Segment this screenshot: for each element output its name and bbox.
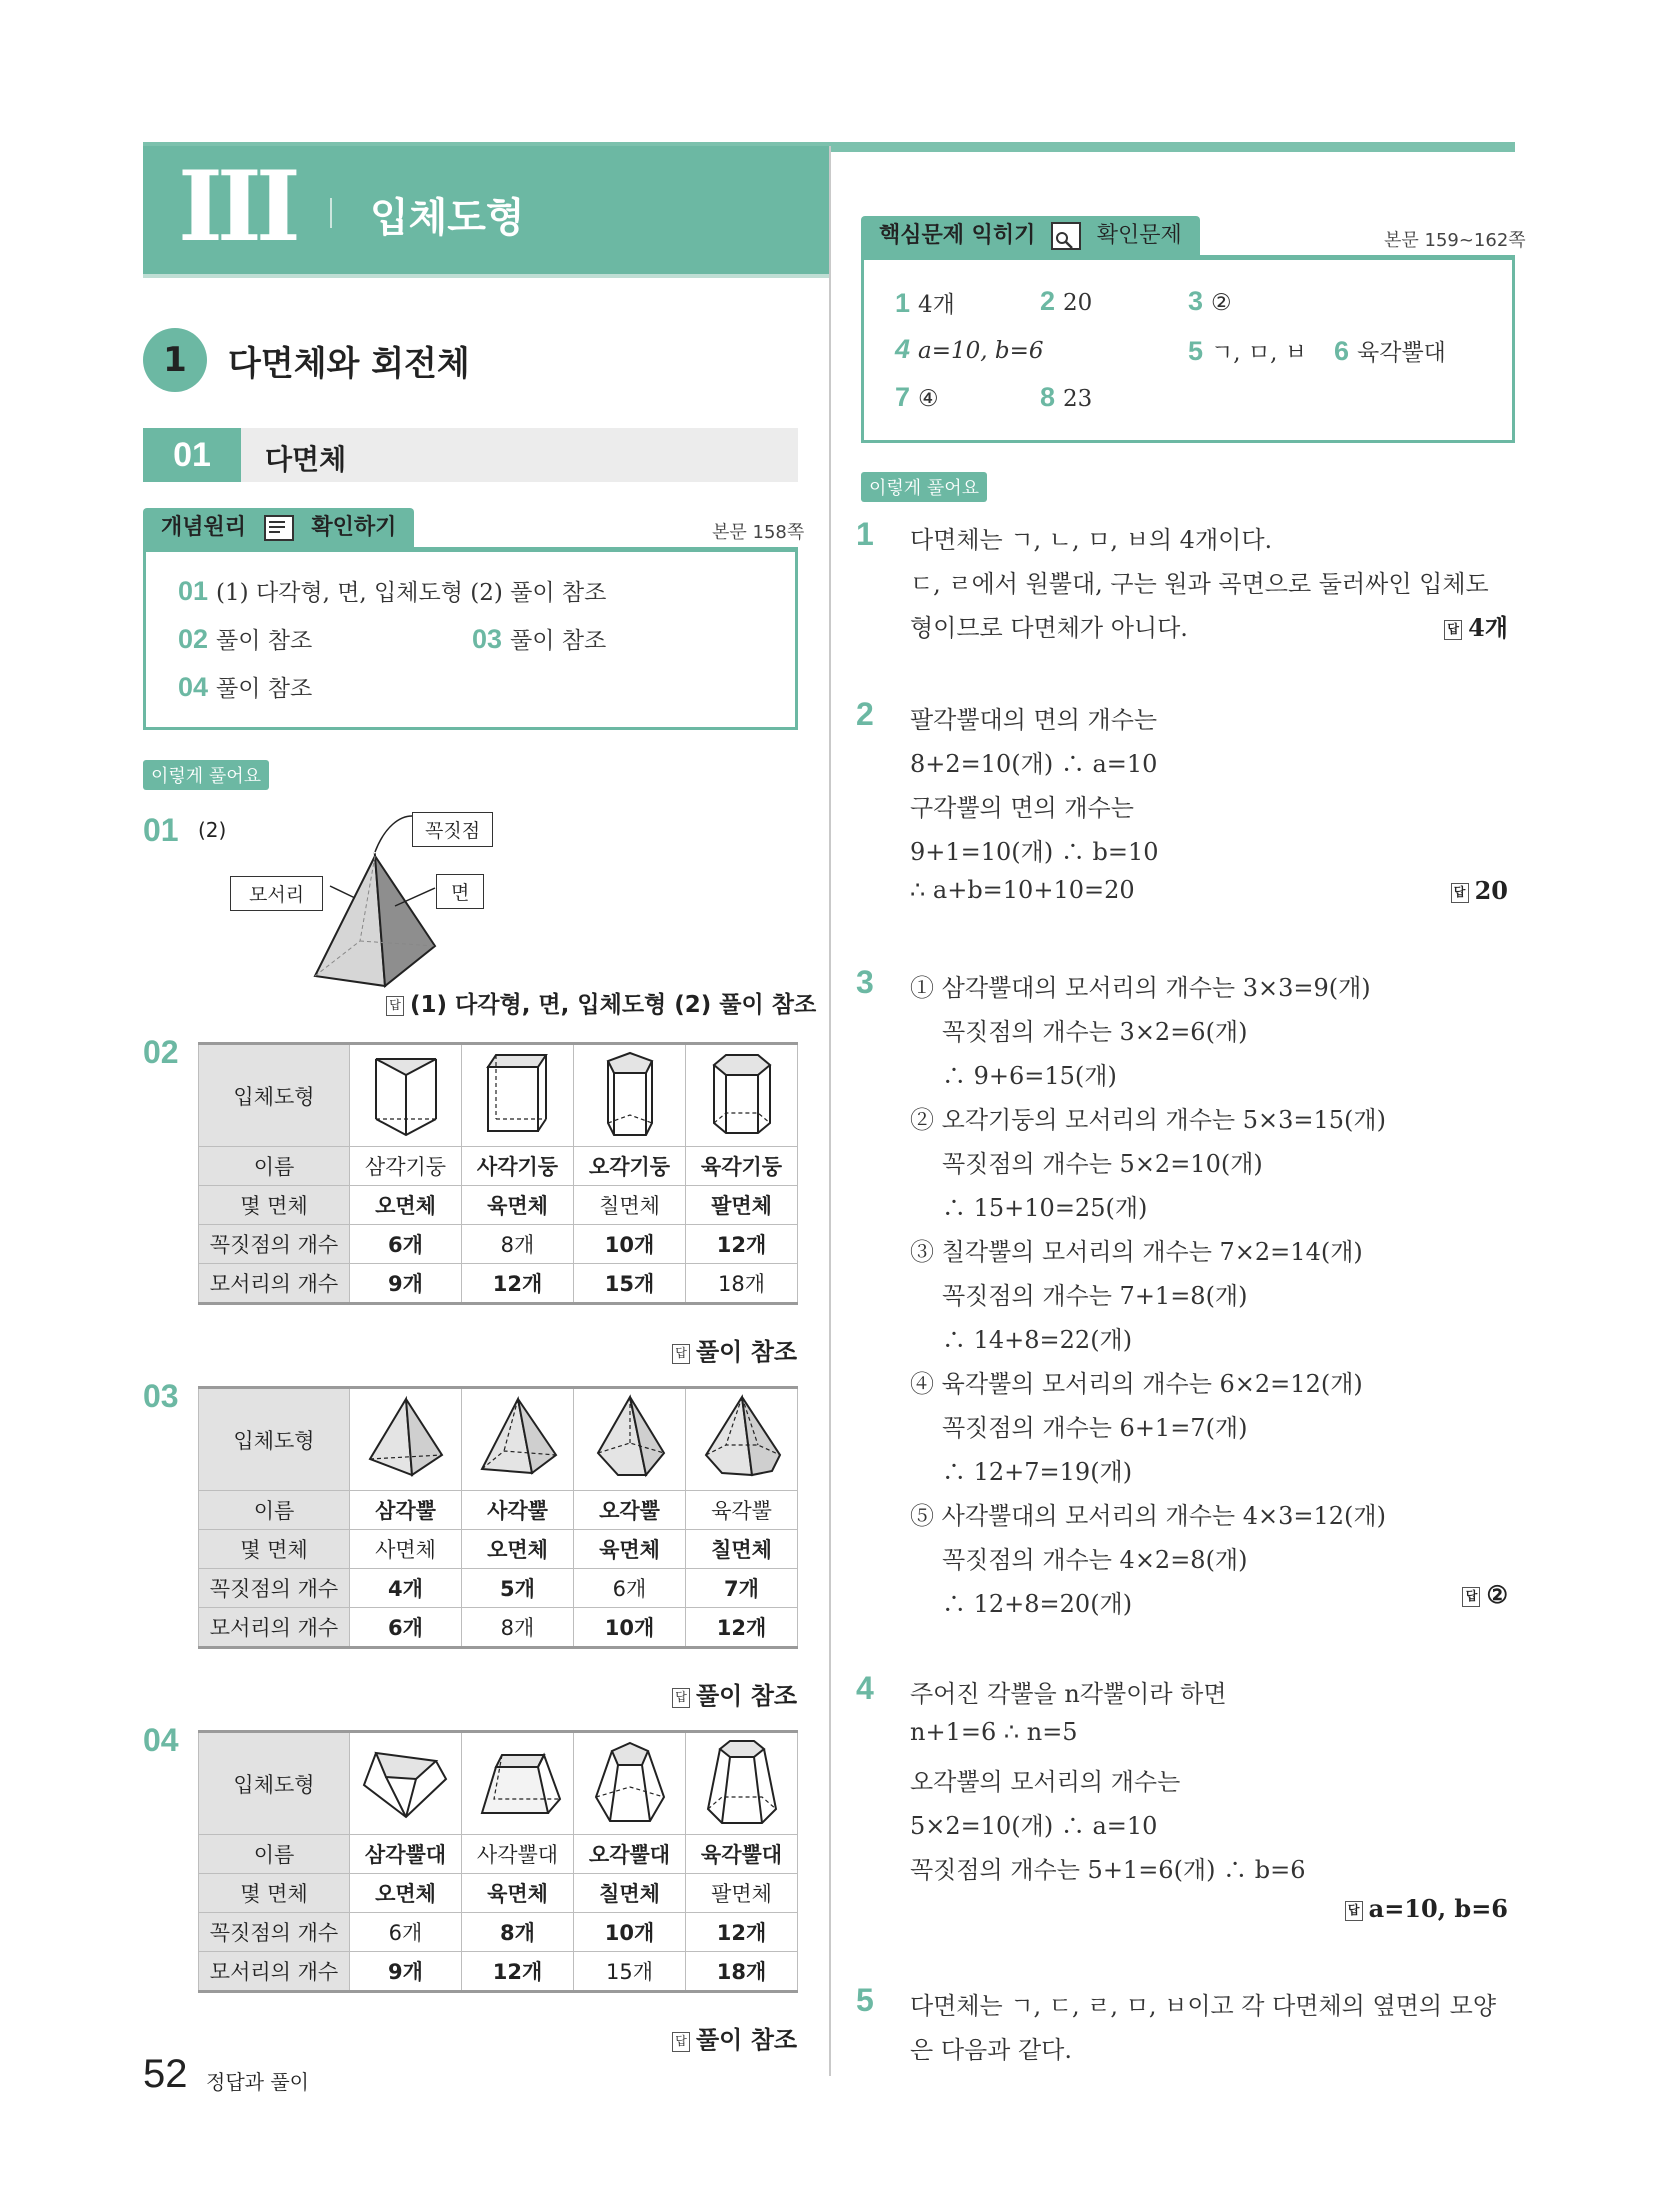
- solution-line: ① 삼각뿔대의 모서리의 개수는 3×3=9(개): [910, 974, 1371, 1002]
- row-label: 모서리의 개수: [199, 1952, 350, 1992]
- table-cell: 12개: [686, 1608, 798, 1648]
- solution-line: ③ 칠각뿔의 모서리의 개수는 7×2=14(개): [910, 1238, 1363, 1266]
- table-cell: 오각뿔대: [574, 1835, 686, 1874]
- table-row: [199, 1264, 798, 1304]
- solution-line: 다면체는 ㄱ, ㄷ, ㄹ, ㅁ, ㅂ이고 각 다면체의 옆면의 모양: [910, 1992, 1497, 2020]
- concept-tab-label-a: 개념원리: [161, 515, 247, 540]
- table-cell: 8개: [462, 1225, 574, 1264]
- table-cell: 6개: [350, 1608, 462, 1648]
- table-cell: 18개: [686, 1264, 798, 1304]
- solution-line: 은 다음과 같다.: [910, 2036, 1072, 2064]
- table-row: [199, 1147, 798, 1186]
- solution-line: 형이므로 다면체가 아니다.: [910, 614, 1188, 642]
- table-row: [199, 1835, 798, 1874]
- table-cell: 6개: [350, 1225, 462, 1264]
- solution-line: 꼭짓점의 개수는 5+1=6(개) ∴ b=6: [910, 1856, 1306, 1884]
- search-book-icon: [1051, 222, 1081, 250]
- table-cell: 육각기둥: [686, 1147, 798, 1186]
- table-cell: 12개: [462, 1952, 574, 1992]
- table-cell: 칠면체: [574, 1874, 686, 1913]
- solid-table-1: [198, 1386, 798, 1649]
- column-divider: [829, 146, 831, 2076]
- table-1-answer: [672, 1676, 797, 1711]
- table-cell: 육면체: [462, 1874, 574, 1913]
- table-cell: 15개: [574, 1264, 686, 1304]
- hexagonal-frustum-icon: [686, 1732, 798, 1835]
- solution-line: 구각뿔의 면의 개수는: [910, 794, 1134, 822]
- answer-icon: 답: [1345, 1901, 1363, 1921]
- solid-table-0: [198, 1042, 798, 1305]
- core-answer-7: 7 ④: [895, 382, 939, 412]
- answer-icon: 답: [672, 1344, 690, 1364]
- table-0-answer: [672, 1332, 797, 1367]
- solution-s2-answer: [1451, 876, 1508, 905]
- row-label: 이름: [199, 1491, 350, 1530]
- table-cell: 8개: [462, 1608, 574, 1648]
- edge-label: 모서리: [230, 876, 323, 911]
- table-cell: 오면체: [462, 1530, 574, 1569]
- concept-tab-label-b: 확인하기: [311, 515, 397, 540]
- solution-line: ∴ 15+10=25(개): [942, 1194, 1148, 1222]
- table-cell: 사각기둥: [462, 1147, 574, 1186]
- solution-s3-answer: [1462, 1580, 1508, 1609]
- solution-line: 꼭짓점의 개수는 6+1=7(개): [942, 1414, 1248, 1442]
- table-2-number: 04: [143, 1722, 179, 1758]
- table-cell: 4개: [350, 1569, 462, 1608]
- table-row: [199, 1874, 798, 1913]
- notebook-icon: [264, 515, 294, 541]
- core-tab-label-a: 핵심문제 익히기: [879, 223, 1036, 248]
- solution-s1-number: 1: [856, 516, 874, 552]
- core-answer-2: 2 20: [1040, 286, 1093, 316]
- section-number: 1: [143, 328, 207, 392]
- table-cell: 7개: [686, 1569, 798, 1608]
- q01-number: 01: [143, 812, 179, 848]
- table-cell: 오면체: [350, 1186, 462, 1225]
- pentagonal-frustum-icon: [574, 1732, 686, 1835]
- triangular-prism-icon: [350, 1044, 462, 1147]
- solution-line: ⑤ 사각뿔대의 모서리의 개수는 4×3=12(개): [910, 1502, 1386, 1530]
- q01-part: (2): [198, 818, 227, 842]
- chapter-title: 입체도형: [370, 195, 525, 241]
- core-tab-label-b: 확인문제: [1096, 223, 1182, 248]
- concept-answer-4: 04 풀이 참조: [178, 672, 313, 702]
- row-label: 몇 면체: [199, 1874, 350, 1913]
- row-label: 이름: [199, 1835, 350, 1874]
- table-row: [199, 1491, 798, 1530]
- solution-line: 꼭짓점의 개수는 3×2=6(개): [942, 1018, 1248, 1046]
- table-cell: 육면체: [574, 1530, 686, 1569]
- table-cell: 칠면체: [686, 1530, 798, 1569]
- subsection-title: 다면체: [265, 443, 347, 476]
- solution-line: ㄷ, ㄹ에서 원뿔대, 구는 원과 곡면으로 둘러싸인 입체도: [910, 570, 1489, 598]
- core-answer-6: 6 육각뿔대: [1334, 336, 1446, 366]
- table-row: [199, 1608, 798, 1648]
- table-cell: 15개: [574, 1952, 686, 1992]
- table-row: [199, 1225, 798, 1264]
- table-cell: 삼각뿔: [350, 1491, 462, 1530]
- solution-line: ② 오각기둥의 모서리의 개수는 5×3=15(개): [910, 1106, 1386, 1134]
- subsection-bar: [143, 428, 798, 482]
- table-cell: 팔면체: [686, 1186, 798, 1225]
- answer-icon: 답: [1444, 620, 1462, 640]
- solution-line: 주어진 각뿔을 n각뿔이라 하면: [910, 1680, 1227, 1708]
- table-header-cell: 입체도형: [199, 1732, 350, 1835]
- table-row: [199, 1186, 798, 1225]
- core-answer-3: 3 ②: [1188, 286, 1232, 316]
- solution-line: 팔각뿔대의 면의 개수는: [910, 706, 1158, 734]
- q01-answer: 답 (1) 다각형, 면, 입체도형 (2) 풀이 참조: [386, 986, 816, 1019]
- solution-line: 8+2=10(개) ∴ a=10: [910, 750, 1158, 778]
- solution-s4-answer: [1345, 1894, 1508, 1923]
- solution-answer-text: 4개: [1468, 613, 1508, 642]
- solution-line: 오각뿔의 모서리의 개수는: [910, 1768, 1181, 1796]
- row-label: 이름: [199, 1147, 350, 1186]
- triangular-pyramid-icon: [350, 1388, 462, 1491]
- table-cell: 오면체: [350, 1874, 462, 1913]
- table-cell: 12개: [686, 1913, 798, 1952]
- row-label: 몇 면체: [199, 1186, 350, 1225]
- table-cell: 육면체: [462, 1186, 574, 1225]
- table-cell: 사각뿔대: [462, 1835, 574, 1874]
- chapter-separator: [330, 198, 332, 228]
- table-cell: 삼각기둥: [350, 1147, 462, 1186]
- square-frustum-icon: [462, 1732, 574, 1835]
- solution-line: n+1=6 ∴ n=5: [910, 1718, 1078, 1746]
- answer-icon: 답: [386, 996, 404, 1016]
- page-number: 52: [143, 2052, 188, 2096]
- solution-line: 꼭짓점의 개수는 5×2=10(개): [942, 1150, 1263, 1178]
- concept-tab: [143, 508, 414, 548]
- table-1-number: 03: [143, 1378, 179, 1414]
- solution-line: 꼭짓점의 개수는 7+1=8(개): [942, 1282, 1248, 1310]
- solution-s5-number: 5: [856, 1982, 874, 2018]
- solution-line: ∴ 14+8=22(개): [942, 1326, 1133, 1354]
- table-cell: 칠면체: [574, 1186, 686, 1225]
- answer-icon: 답: [672, 1688, 690, 1708]
- table-row: [199, 1569, 798, 1608]
- table-cell: 육각뿔대: [686, 1835, 798, 1874]
- answer-icon: 답: [1462, 1587, 1480, 1607]
- solution-s3-number: 3: [856, 964, 874, 1000]
- footer-label: 정답과 풀이: [206, 2070, 309, 2094]
- solution-line: 다면체는 ㄱ, ㄴ, ㅁ, ㅂ의 4개이다.: [910, 526, 1273, 554]
- hexagonal-prism-icon: [686, 1044, 798, 1147]
- solution-s1-answer: [1444, 608, 1508, 643]
- answer-icon: 답: [672, 2032, 690, 2052]
- solid-table-2: [198, 1730, 798, 1993]
- core-tab: [861, 216, 1200, 256]
- row-label: 모서리의 개수: [199, 1264, 350, 1304]
- answer-icon: 답: [1451, 883, 1469, 903]
- table-2-answer: [672, 2020, 797, 2055]
- table-cell: 5개: [462, 1569, 574, 1608]
- core-answer-1: 1 4개: [895, 288, 955, 318]
- pentagonal-pyramid-icon: [574, 1388, 686, 1491]
- chapter-underline: [143, 274, 830, 278]
- table-cell: 9개: [350, 1952, 462, 1992]
- table-cell: 오각기둥: [574, 1147, 686, 1186]
- table-answer-text: 풀이 참조: [696, 2026, 798, 2054]
- table-cell: 6개: [574, 1569, 686, 1608]
- table-0-number: 02: [143, 1034, 179, 1070]
- subsection-number: 01: [143, 428, 241, 482]
- row-label: 모서리의 개수: [199, 1608, 350, 1648]
- solve-tag-right: 이렇게 풀어요: [861, 472, 987, 502]
- solution-line: 5×2=10(개) ∴ a=10: [910, 1812, 1158, 1840]
- solution-line: 꼭짓점의 개수는 4×2=8(개): [942, 1546, 1248, 1574]
- solution-line: ∴ 12+7=19(개): [942, 1458, 1133, 1486]
- table-cell: 사각뿔: [462, 1491, 574, 1530]
- core-answer-4: 4 a=10, b=6: [895, 334, 1044, 364]
- hexagonal-pyramid-icon: [686, 1388, 798, 1491]
- table-cell: 오각뿔: [574, 1491, 686, 1530]
- solution-line: ④ 육각뿔의 모서리의 개수는 6×2=12(개): [910, 1370, 1363, 1398]
- table-cell: 6개: [350, 1913, 462, 1952]
- core-answer-5: 5 ㄱ, ㅁ, ㅂ: [1188, 336, 1307, 366]
- concept-answer-2: 02 풀이 참조: [178, 624, 313, 654]
- section-title: 다면체와 회전체: [228, 344, 470, 384]
- table-cell: 육각뿔: [686, 1491, 798, 1530]
- concept-answer-3: 03 풀이 참조: [472, 624, 607, 654]
- row-label: 몇 면체: [199, 1530, 350, 1569]
- table-cell: 9개: [350, 1264, 462, 1304]
- square-pyramid-icon: [462, 1388, 574, 1491]
- core-answer-8: 8 23: [1040, 382, 1093, 412]
- solution-line: ∴ 9+6=15(개): [942, 1062, 1117, 1090]
- table-header-cell: 입체도형: [199, 1388, 350, 1491]
- table-cell: 사면체: [350, 1530, 462, 1569]
- table-cell: 18개: [686, 1952, 798, 1992]
- solution-line: 9+1=10(개) ∴ b=10: [910, 838, 1159, 866]
- chapter-number: III: [178, 150, 295, 263]
- table-cell: 8개: [462, 1913, 574, 1952]
- table-cell: 10개: [574, 1913, 686, 1952]
- vertex-label: 꼭짓점: [412, 812, 493, 847]
- solution-s4-number: 4: [856, 1670, 874, 1706]
- table-row: [199, 1952, 798, 1992]
- table-cell: 12개: [686, 1225, 798, 1264]
- table-cell: 삼각뿔대: [350, 1835, 462, 1874]
- table-cell: 10개: [574, 1608, 686, 1648]
- solution-answer-text: 20: [1474, 876, 1508, 905]
- table-answer-text: 풀이 참조: [696, 1682, 798, 1710]
- concept-answer-1: 01 (1) 다각형, 면, 입체도형 (2) 풀이 참조: [178, 576, 607, 606]
- solution-line: ∴ a+b=10+10=20: [910, 876, 1135, 904]
- table-answer-text: 풀이 참조: [696, 1338, 798, 1366]
- solution-answer-text: a=10, b=6: [1368, 1894, 1508, 1923]
- core-page-ref: 본문 159~162쪽: [1384, 230, 1526, 251]
- row-label: 꼭짓점의 개수: [199, 1913, 350, 1952]
- solve-tag-left: 이렇게 풀어요: [143, 760, 269, 790]
- table-cell: 12개: [462, 1264, 574, 1304]
- table-cell: 팔면체: [686, 1874, 798, 1913]
- solution-s2-number: 2: [856, 696, 874, 732]
- triangular-frustum-icon: [350, 1732, 462, 1835]
- table-cell: 10개: [574, 1225, 686, 1264]
- pentagonal-prism-icon: [574, 1044, 686, 1147]
- table-row: [199, 1913, 798, 1952]
- table-row: [199, 1530, 798, 1569]
- solution-answer-text: ②: [1486, 1580, 1508, 1609]
- concept-page-ref: 본문 158쪽: [712, 522, 805, 543]
- square-prism-icon: [462, 1044, 574, 1147]
- row-label: 꼭짓점의 개수: [199, 1225, 350, 1264]
- table-header-cell: 입체도형: [199, 1044, 350, 1147]
- face-label: 면: [436, 874, 484, 909]
- solution-line: ∴ 12+8=20(개): [942, 1590, 1133, 1618]
- row-label: 꼭짓점의 개수: [199, 1569, 350, 1608]
